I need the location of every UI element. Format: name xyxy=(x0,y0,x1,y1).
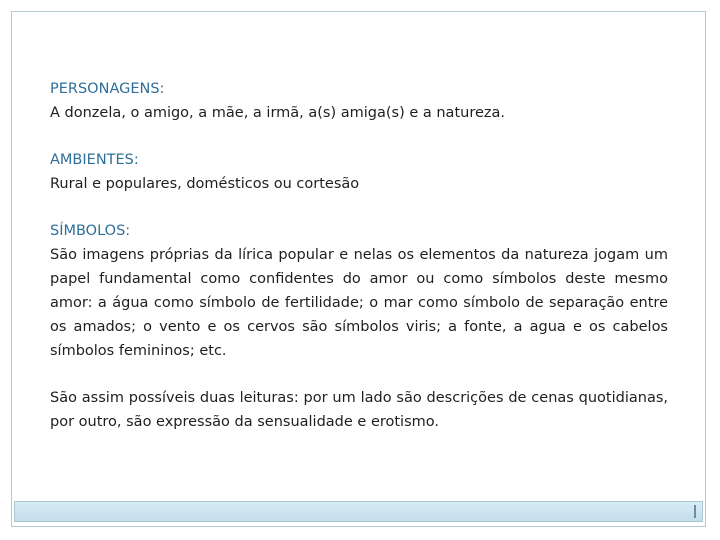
text-ambientes: Rural e populares, domésticos ou cortesão xyxy=(50,176,360,192)
section-leituras xyxy=(50,386,668,434)
text-simbolos: São imagens próprias da lírica popular e nelas os elementos da natureza jogam um papel fundamental como confidentes do amor ou como símbolos deste mesmo amor: a água como símbolo de fertilidade; o mar como símbolo de separação entre os amados; o vento e os cervos são símbolos viris; a fonte, a agua e os cabelos símbolos femininos; etc. xyxy=(50,247,668,359)
footer-divider xyxy=(694,505,696,518)
section-ambientes xyxy=(50,148,668,196)
heading-simbolos: SÍMBOLOS: xyxy=(50,223,131,239)
text-leituras: São assim possíveis duas leituras: por um lado são descrições de cenas quotidianas, por outro, são expressão da sensualidade e erotismo. xyxy=(50,390,668,430)
heading-ambientes: AMBIENTES: xyxy=(50,152,139,168)
slide-frame xyxy=(11,11,706,527)
text-personagens: A donzela, o amigo, a mãe, a irmã, a(s) amiga(s) e a natureza. xyxy=(50,105,505,121)
footer-bar xyxy=(14,501,703,522)
section-simbolos xyxy=(50,219,668,363)
slide-content xyxy=(50,77,668,457)
section-personagens xyxy=(50,77,668,125)
heading-personagens: PERSONAGENS: xyxy=(50,81,165,97)
